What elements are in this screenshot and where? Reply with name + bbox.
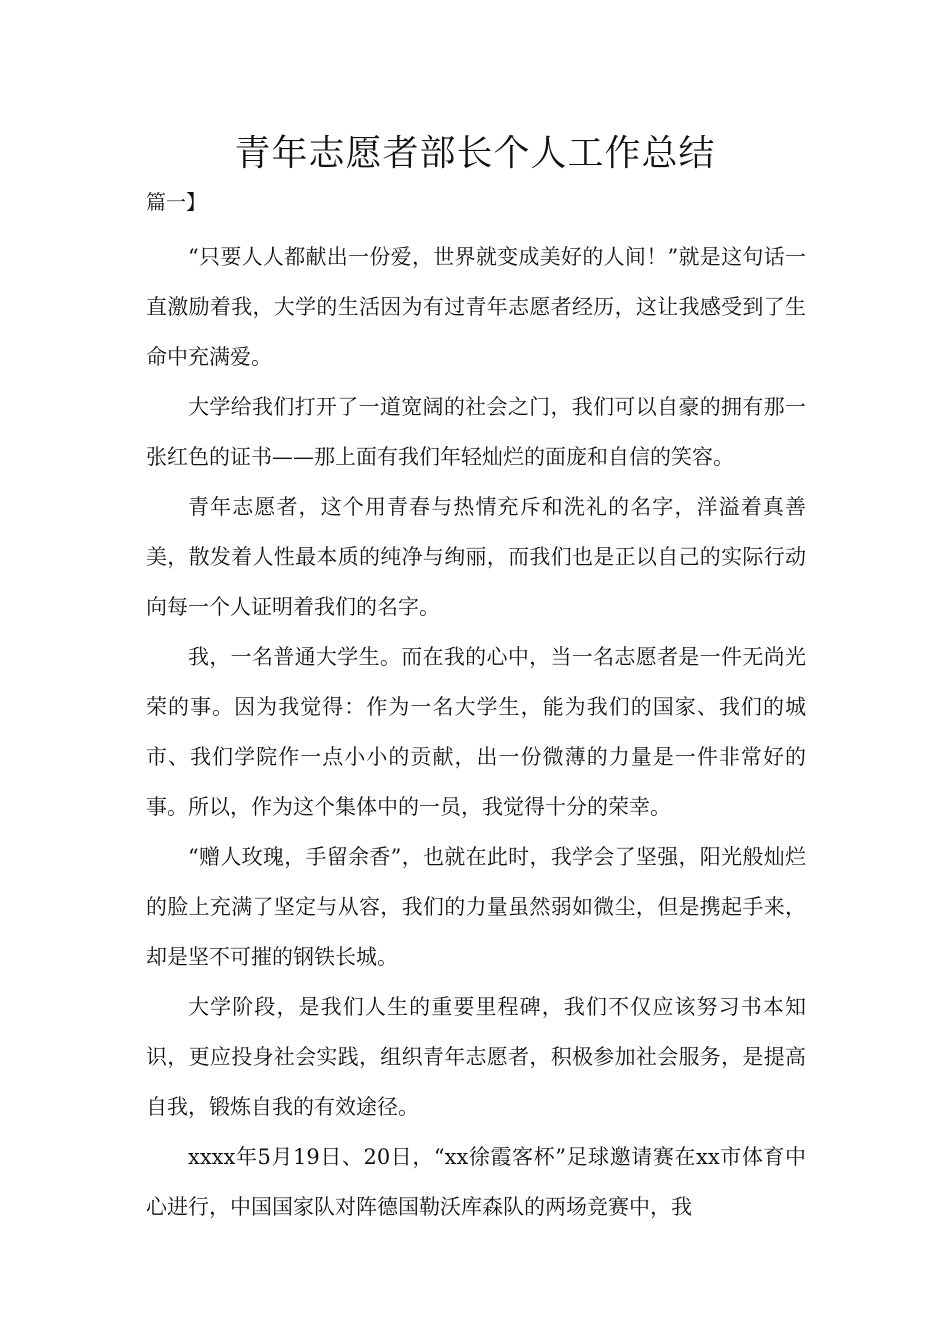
body-paragraph: “赠人玫瑰，手留余香”，也就在此时，我学会了坚强，阳光般灿烂的脸上充满了坚定与从容，我们的力量虽然弱如微尘，但是携起手来，却是坚不可摧的钢铁长城。 (146, 845, 806, 969)
body-paragraph: 大学给我们打开了一道宽阔的社会之门，我们可以自豪的拥有那一张红色的证书——那上面有我们年轻灿烂的面庞和自信的笑容。 (146, 395, 806, 469)
body-paragraph: xxxx年5月19日、20日，“xx徐霞客杯”足球邀请赛在xx市体育中心进行，中国国家队对阵德国勒沃库森队的两场竞赛中，我 (146, 1145, 806, 1219)
body-paragraph: 我，一名普通大学生。而在我的心中，当一名志愿者是一件无尚光荣的事。因为我觉得：作为一名大学生，能为我们的国家、我们的城市、我们学院作一点小小的贡献，出一份微薄的力量是一件非常好的事。所以，作为这个集体中的一员，我觉得十分的荣幸。 (146, 645, 806, 819)
document-title: 青年志愿者部长个人工作总结 (234, 133, 716, 174)
body-paragraph: “只要人人都献出一份爱，世界就变成美好的人间！”就是这句话一直激励着我，大学的生活因为有过青年志愿者经历，这让我感受到了生命中充满爱。 (146, 245, 806, 369)
body-paragraph: 青年志愿者，这个用青春与热情充斥和洗礼的名字，洋溢着真善美，散发着人性最本质的纯净与绚丽，而我们也是正以自己的实际行动向每一个人证明着我们的名字。 (146, 495, 806, 619)
body-paragraph: 大学阶段，是我们人生的重要里程碑，我们不仅应该努习书本知识，更应投身社会实践，组织青年志愿者，积极参加社会服务，是提高自我，锻炼自我的有效途径。 (146, 995, 806, 1119)
section-label: 篇一】 (146, 190, 206, 214)
document-body (146, 232, 806, 1232)
